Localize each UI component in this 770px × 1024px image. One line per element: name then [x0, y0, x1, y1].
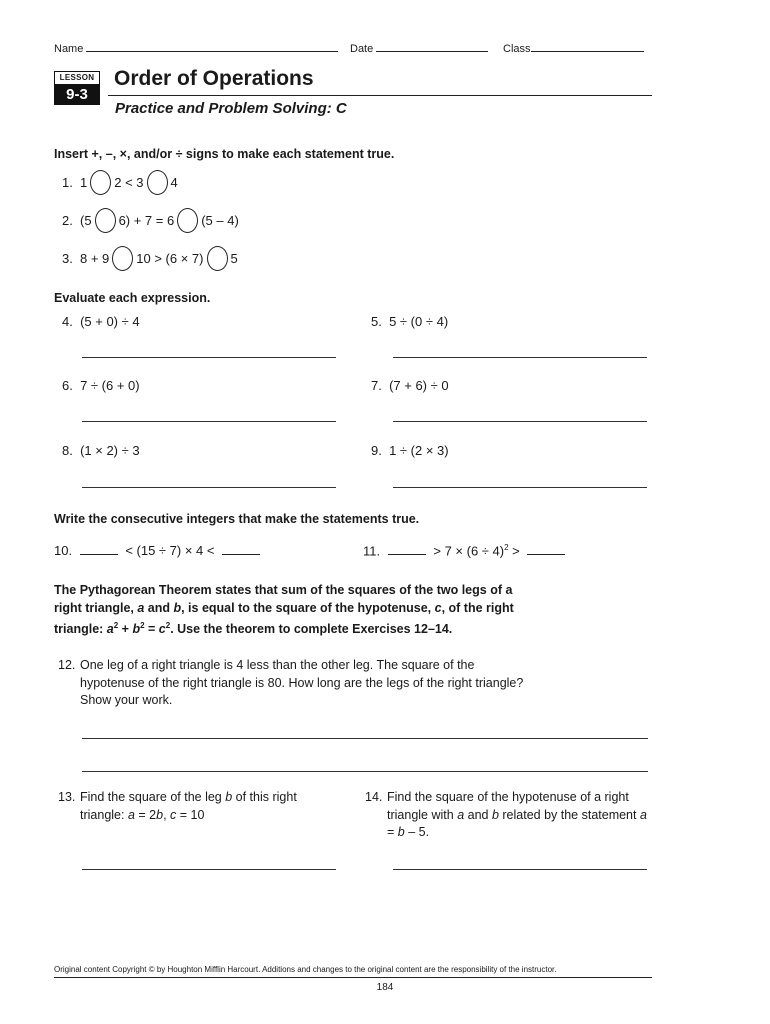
copyright-notice: Original content Copyright © by Houghton Mifflin Harcourt. Additions and changes to the original content are the responsibility of the instructor. — [54, 965, 557, 974]
var-b: b — [173, 600, 182, 615]
answer-line[interactable] — [82, 869, 336, 870]
question-text: One leg of a right triangle is 4 less than the other leg. The square of the hypotenuse of the right triangle is 80. How long are the legs of the right triangle? Show your work. — [80, 658, 524, 707]
intro-text: The Pythagorean Theorem states that sum of the squares of the two legs of a right triangle, — [54, 583, 513, 615]
var-c: c — [170, 807, 177, 822]
expression: 1 ÷ (2 × 3) — [389, 443, 449, 458]
question-fragment: – 5. — [404, 825, 430, 839]
exercise-8 — [62, 443, 140, 458]
exercise-1 — [62, 170, 178, 194]
expr-part: 6) + 7 = 6 — [118, 212, 175, 228]
question-fragment: of this right triangle: — [80, 790, 297, 822]
exercise-number: 8. — [62, 443, 73, 458]
name-field[interactable] — [54, 40, 338, 55]
intro-text: and — [144, 600, 174, 615]
exercise-number: 5. — [371, 314, 382, 329]
operator-blank[interactable] — [147, 170, 168, 195]
date-line — [376, 40, 488, 52]
expr-part: 2 < 3 — [114, 174, 144, 190]
answer-line[interactable] — [393, 357, 647, 358]
var-c: c — [434, 600, 442, 615]
expression: 7 ÷ (6 + 0) — [80, 378, 140, 393]
exercise-4 — [62, 314, 140, 329]
exercise-11 — [363, 543, 565, 558]
var-a: a — [457, 807, 465, 822]
expr-part: (5 — [80, 212, 92, 228]
var-b: b — [132, 622, 141, 637]
date-label: Date — [350, 43, 374, 55]
intro-text: = — [144, 622, 159, 637]
question-fragment: and — [464, 807, 492, 822]
exponent: 2 — [140, 621, 145, 630]
expr-part: (5 – 4) — [201, 212, 239, 228]
footer-divider — [54, 977, 652, 978]
var-c: c — [158, 622, 166, 637]
class-label: Class — [503, 43, 531, 55]
exercise-7 — [371, 378, 449, 393]
answer-line[interactable] — [82, 771, 648, 772]
exercise-6 — [62, 378, 140, 393]
question-fragment: = 10 — [176, 807, 205, 822]
section1-instruction: Insert +, –, ×, and/or ÷ signs to make each statement true. — [54, 147, 395, 161]
exercise-5 — [371, 314, 448, 329]
expression-end: > — [512, 543, 520, 559]
name-line — [86, 40, 338, 52]
exercise-9 — [371, 443, 449, 458]
exercise-14 — [365, 789, 650, 842]
exponent: 2 — [165, 621, 171, 630]
section2-instruction: Evaluate each expression. — [54, 291, 211, 305]
operator-blank[interactable] — [177, 208, 198, 233]
exercise-13 — [58, 789, 338, 824]
answer-blank[interactable] — [388, 543, 426, 555]
date-field[interactable] — [350, 40, 488, 55]
exercise-number: 4. — [62, 314, 73, 329]
question-text — [80, 789, 338, 824]
exercise-number: 13. — [58, 790, 76, 804]
exercise-3 — [62, 246, 238, 270]
answer-line[interactable] — [82, 738, 648, 739]
exponent: 2 — [504, 543, 509, 552]
expression: (1 × 2) ÷ 3 — [80, 443, 140, 458]
page-title: Order of Operations — [114, 67, 314, 90]
expression: (5 + 0) ÷ 4 — [80, 314, 140, 329]
expression: (7 + 6) ÷ 0 — [389, 378, 449, 393]
intro-text: . Use the theorem to complete Exercises 12–14. — [170, 622, 453, 637]
expression: < (15 ÷ 7) × 4 < — [125, 543, 215, 558]
title-divider — [108, 95, 652, 96]
question-fragment: = 2 — [134, 807, 157, 822]
answer-line[interactable] — [82, 357, 336, 358]
expr-part: 10 > (6 × 7) — [136, 250, 204, 266]
exercise-number: 11. — [363, 543, 381, 559]
section3-instruction: Write the consecutive integers that make the statements true. — [54, 512, 420, 526]
exercise-12 — [58, 657, 528, 710]
var-a: a — [639, 807, 647, 822]
intro-text: + — [118, 622, 133, 637]
exercise-2 — [62, 208, 239, 232]
operator-blank[interactable] — [90, 170, 111, 195]
exercise-number: 3. — [62, 250, 73, 266]
answer-line[interactable] — [393, 421, 647, 422]
expression: 5 ÷ (0 ÷ 4) — [389, 314, 449, 329]
var-a: a — [137, 600, 145, 615]
question-fragment: , — [163, 807, 171, 822]
exponent: 2 — [113, 621, 119, 630]
expr-part: 1 — [80, 174, 88, 190]
answer-blank[interactable] — [80, 543, 118, 555]
exercise-number: 7. — [371, 378, 382, 393]
var-a: a — [106, 622, 114, 637]
pythagorean-intro — [54, 582, 524, 639]
answer-line[interactable] — [393, 869, 647, 870]
intro-text: , is equal to the square of the hypotenuse, — [181, 600, 435, 615]
lesson-tag: LESSON — [54, 71, 100, 85]
intro-text: , of the right triangle: — [54, 600, 514, 637]
expression: > 7 × (6 ÷ 4) — [433, 543, 505, 559]
question-fragment: Find the square of the leg — [80, 790, 226, 804]
answer-blank[interactable] — [222, 543, 260, 555]
question-fragment: = — [387, 825, 398, 839]
var-b: b — [225, 790, 233, 804]
answer-line[interactable] — [393, 487, 647, 488]
lesson-badge — [54, 71, 100, 105]
operator-blank[interactable] — [112, 246, 133, 271]
exercise-number: 9. — [371, 443, 382, 458]
question-fragment: related by the statement — [498, 807, 640, 822]
exercise-number: 1. — [62, 174, 73, 190]
answer-line[interactable] — [82, 421, 336, 422]
page-subtitle: Practice and Problem Solving: C — [115, 100, 347, 117]
class-line — [531, 40, 644, 52]
exercise-number: 10. — [54, 543, 73, 558]
exercise-10 — [54, 543, 260, 558]
exercise-number: 14. — [365, 790, 383, 804]
exercise-number: 2. — [62, 212, 73, 228]
expr-part: 5 — [230, 250, 238, 266]
expr-part: 8 + 9 — [80, 250, 110, 266]
page-number: 184 — [376, 982, 394, 993]
class-field[interactable] — [503, 40, 644, 55]
operator-blank[interactable] — [95, 208, 116, 233]
question-fragment: Find the square of the hypotenuse of a right triangle with — [387, 790, 629, 822]
exercise-number: 12. — [58, 658, 76, 672]
expr-part: 4 — [170, 174, 178, 190]
name-label: Name — [54, 43, 84, 55]
var-b: b — [491, 807, 499, 822]
var-a: a — [127, 807, 135, 822]
var-b: b — [156, 807, 164, 822]
answer-line[interactable] — [82, 487, 336, 488]
operator-blank[interactable] — [207, 246, 228, 271]
question-text — [387, 789, 650, 842]
lesson-number: 9-3 — [54, 85, 100, 105]
exercise-number: 6. — [62, 378, 73, 393]
var-b: b — [397, 825, 405, 839]
answer-blank[interactable] — [527, 543, 565, 555]
